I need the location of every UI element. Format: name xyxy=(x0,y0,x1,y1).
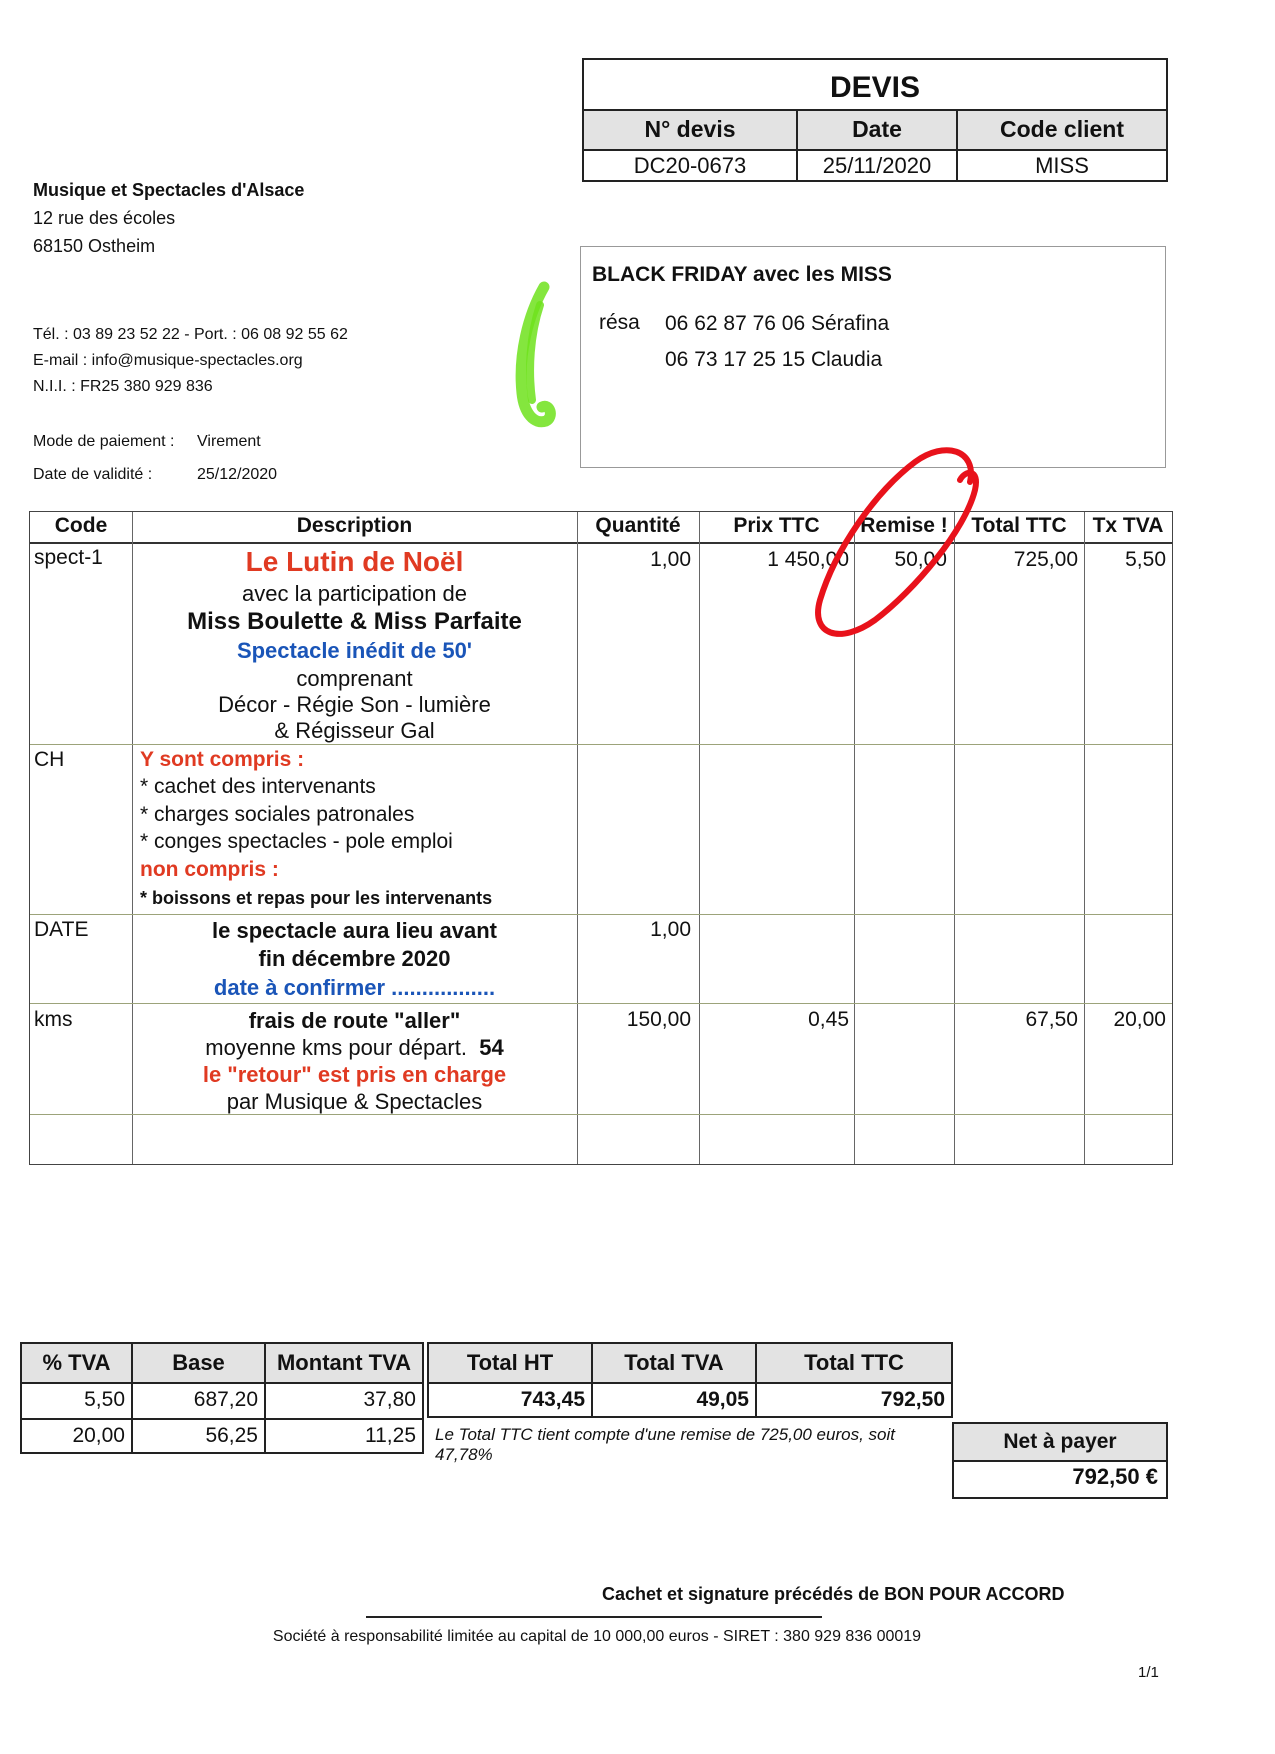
row1-line: Décor - Régie Son - lumière xyxy=(218,692,491,717)
col-quantity-header: Quantité xyxy=(595,514,681,537)
company-contact xyxy=(33,322,348,400)
discount-note: Le Total TTC tient compte d'une remise de 725,00 euros, soit 47,78% xyxy=(435,1425,895,1464)
row3-code: DATE xyxy=(34,918,89,941)
company-phone: Tél. : 03 89 23 52 22 - Port. : 06 08 92 55 62 xyxy=(33,326,348,343)
client-code-header: Code client xyxy=(1000,116,1124,142)
promo-contact-1: 06 62 87 76 06 Sérafina xyxy=(665,312,890,335)
row4-quantity: 150,00 xyxy=(626,1008,691,1031)
row2-line: * cachet des intervenants xyxy=(140,775,376,798)
row1-discount: 50,00 xyxy=(894,548,947,571)
col-description-header: Description xyxy=(296,514,413,537)
row4-line: par Musique & Spectacles xyxy=(226,1089,483,1114)
company-address xyxy=(33,176,304,260)
company-street: 12 rue des écoles xyxy=(33,208,176,228)
company-vat-number: N.I.I. : FR25 380 929 836 xyxy=(33,378,213,395)
items-table-header xyxy=(30,512,1172,544)
devis-number-header: N° devis xyxy=(584,111,798,149)
row1-line: & Régisseur Gal xyxy=(274,718,435,743)
totals-row xyxy=(429,1382,951,1418)
validity-value: 25/12/2020 xyxy=(197,466,278,483)
row4-line: frais de route "aller" xyxy=(248,1008,461,1033)
footer-divider xyxy=(366,1616,822,1618)
vat-rate: 20,00 xyxy=(22,1418,133,1454)
total-ttc-header: Total TTC xyxy=(804,1350,904,1375)
row4-vat: 20,00 xyxy=(1113,1008,1166,1031)
vat-row xyxy=(22,1382,422,1420)
row3-quantity: 1,00 xyxy=(650,918,691,941)
devis-value-row xyxy=(584,149,1166,182)
company-email: E-mail : info@musique-spectacles.org xyxy=(33,352,303,369)
row1-line: avec la participation de xyxy=(241,581,468,606)
devis-date-header: Date xyxy=(798,111,958,149)
payment-mode-value: Virement xyxy=(197,433,261,450)
net-to-pay-label: Net à payer xyxy=(954,1424,1166,1462)
totals-header xyxy=(429,1344,951,1384)
company-city: 68150 Ostheim xyxy=(33,236,156,256)
vat-rate: 5,50 xyxy=(22,1382,133,1418)
row4-total: 67,50 xyxy=(1025,1008,1078,1031)
col-divider xyxy=(577,512,578,1164)
col-divider xyxy=(854,512,855,1164)
row1-code: spect-1 xyxy=(34,546,103,569)
total-ht: 743,45 xyxy=(429,1382,593,1418)
show-title: Le Lutin de Noël xyxy=(245,546,464,577)
row4-line xyxy=(132,1035,577,1061)
items-table xyxy=(29,511,1173,1165)
row2-line: * conges spectacles - pole emploi xyxy=(140,830,453,853)
vat-breakdown-header xyxy=(22,1344,422,1384)
net-to-pay-value: 792,50 € xyxy=(1072,1464,1158,1489)
client-code: MISS xyxy=(1035,153,1089,178)
row1-line: comprenant xyxy=(296,666,413,691)
company-name: Musique et Spectacles d'Alsace xyxy=(33,180,305,200)
net-to-pay-box xyxy=(952,1422,1168,1499)
col-divider xyxy=(1084,512,1085,1164)
row1-line: Spectacle inédit de 50' xyxy=(236,638,473,663)
col-vat-header: Tx TVA xyxy=(1092,514,1164,537)
row-divider xyxy=(30,914,1172,915)
promo-resa-label: résa xyxy=(599,311,640,334)
row-divider xyxy=(30,744,1172,745)
row3-line: date à confirmer ................. xyxy=(213,975,496,1000)
devis-date: 25/11/2020 xyxy=(798,149,958,182)
row4-line-number: 54 xyxy=(479,1035,504,1060)
row3-line: le spectacle aura lieu avant xyxy=(212,918,497,943)
legal-footer: Société à responsabilité limitée au capital de 10 000,00 euros - SIRET : 380 929 836 00019 xyxy=(272,1628,922,1645)
row1-quantity: 1,00 xyxy=(650,548,691,571)
vat-base: 56,25 xyxy=(133,1418,266,1454)
total-tva-header: Total TVA xyxy=(593,1344,757,1382)
total-ttc: 792,50 xyxy=(880,1388,945,1411)
vat-base-header: Base xyxy=(133,1344,266,1382)
row1-title xyxy=(132,546,577,578)
vat-breakdown-table xyxy=(20,1342,424,1454)
validity-label: Date de validité : xyxy=(33,466,153,483)
row1-price: 1 450,00 xyxy=(767,548,849,571)
row2-code: CH xyxy=(34,748,65,771)
row1-line: Miss Boulette & Miss Parfaite xyxy=(187,608,522,635)
page-number: 1/1 xyxy=(1138,1664,1159,1681)
vat-rate-header: % TVA xyxy=(22,1344,133,1382)
row3-line: fin décembre 2020 xyxy=(258,946,451,971)
row1-vat: 5,50 xyxy=(1125,548,1166,571)
col-divider xyxy=(699,512,700,1164)
promo-box xyxy=(580,246,1166,468)
row2-line: non compris : xyxy=(140,858,279,881)
col-divider xyxy=(954,512,955,1164)
devis-header-box xyxy=(582,58,1168,182)
row2-line: * charges sociales patronales xyxy=(140,803,415,826)
promo-contact-2: 06 73 17 25 15 Claudia xyxy=(665,348,883,371)
vat-base: 687,20 xyxy=(133,1382,266,1418)
row-divider xyxy=(30,1003,1172,1004)
row4-line: le "retour" est pris en charge xyxy=(202,1062,507,1087)
payment-mode-label: Mode de paiement : xyxy=(33,433,175,450)
totals-table xyxy=(427,1342,953,1418)
row4-price: 0,45 xyxy=(808,1008,849,1031)
row2-line: Y sont compris : xyxy=(140,748,305,771)
devis-header-row xyxy=(584,109,1166,151)
green-highlighter-mark xyxy=(500,275,570,435)
row4-code: kms xyxy=(34,1008,73,1031)
signature-instruction: Cachet et signature précédés de BON POUR ACCORD xyxy=(602,1584,1065,1604)
col-price-header: Prix TTC xyxy=(733,514,820,537)
devis-title: DEVIS xyxy=(829,71,921,104)
row4-line-text: moyenne kms pour départ. xyxy=(205,1035,467,1060)
vat-row xyxy=(22,1418,422,1454)
devis-number: DC20-0673 xyxy=(584,149,798,182)
row1-total: 725,00 xyxy=(1013,548,1078,571)
col-code-header: Code xyxy=(54,514,108,537)
promo-title: BLACK FRIDAY avec les MISS xyxy=(592,263,892,286)
col-total-header: Total TTC xyxy=(971,514,1067,537)
vat-amount: 37,80 xyxy=(363,1388,416,1411)
total-tva: 49,05 xyxy=(593,1382,757,1418)
vat-amount-header: Montant TVA xyxy=(276,1350,411,1375)
vat-amount: 11,25 xyxy=(365,1424,416,1447)
total-ht-header: Total HT xyxy=(429,1344,593,1382)
row2-line: * boissons et repas pour les intervenants xyxy=(140,888,493,908)
col-discount-header: Remise ! xyxy=(860,514,948,537)
